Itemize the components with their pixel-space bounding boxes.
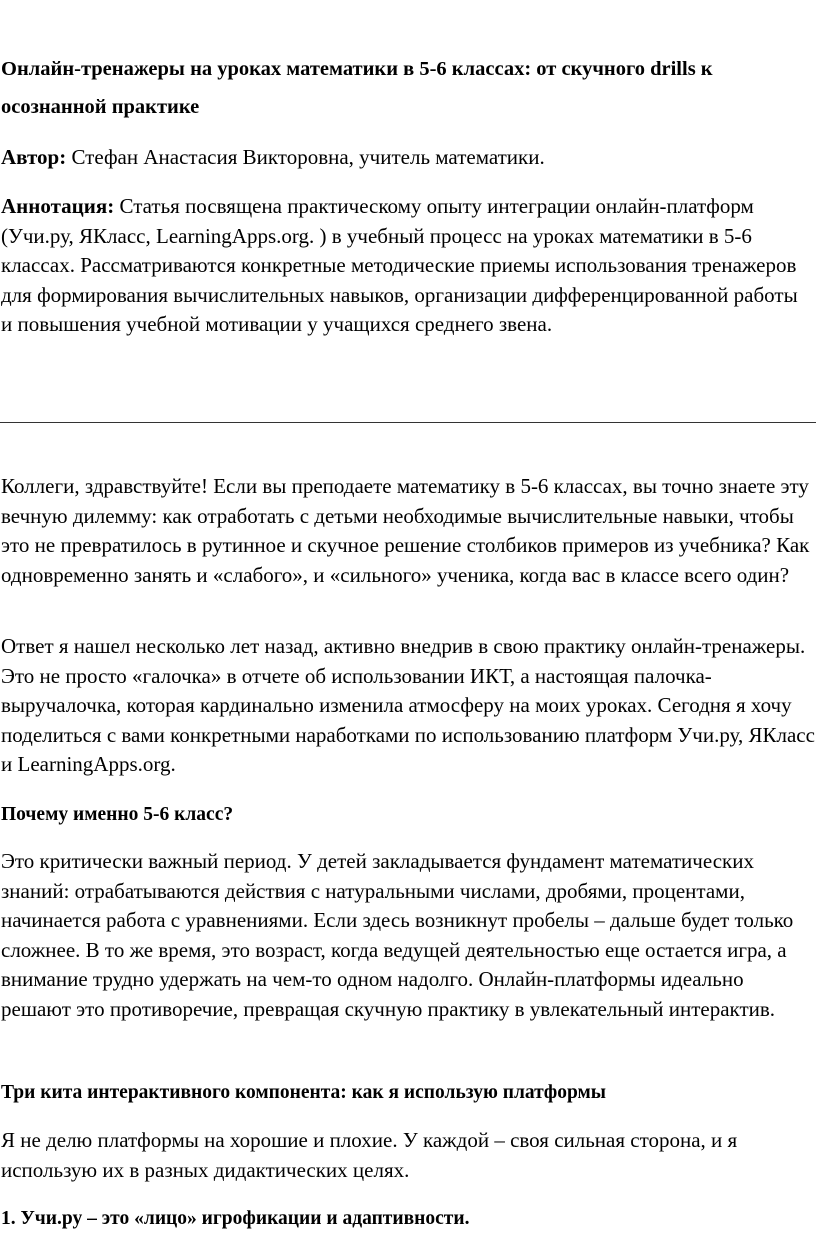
annotation-block [1, 192, 809, 340]
paragraph-critical-period: Это критически важный период. У детей закладывается фундамент математических знаний: отрабатываются действия с натуральными числами, дробями, процентами, начинается работа с уравнениями. Если здесь возникнут пробелы – дальше будет только сложнее. В то же время, это возраст, когда ведущей деятельностью еще остается игра, а внимание трудно удержать на чем-то одном надолго. Онлайн-платформы идеально решают это противоречие, превращая скучную практику в увлекательный интерактив. [1, 849, 794, 1021]
author-label: Автор: [1, 145, 67, 169]
section-divider [0, 422, 816, 423]
paragraph-platforms: Я не делю платформы на хорошие и плохие. У каждой – своя сильная сторона, и я использую их в разных дидактических целях. [1, 1128, 738, 1182]
heading-three-whales: Три кита интерактивного компонента: как я использую платформы [1, 1082, 607, 1103]
paragraph-answer: Ответ я нашел несколько лет назад, активно внедрив в свою практику онлайн-тренажеры. Это не просто «галочка» в отчете об использовании ИКТ, а настоящая палочка-выручалочка, которая кардинально изменила атмосферу на моих уроках. Сегодня я хочу поделиться с вами конкретными наработками по использованию платформ Учи.ру, ЯКласс и LearningApps.org. [1, 634, 815, 776]
author-text: Стефан Анастасия Викторовна, учитель математики. [66, 145, 545, 169]
paragraph-greeting: Коллеги, здравствуйте! Если вы преподаете математику в 5-6 классах, вы точно знаете эту вечную дилемму: как отработать с детьми необходимые вычислительные навыки, чтобы это не превратилось в рутинное и скучное решение столбиков примеров из учебника? Как одновременно занять и «слабого», и «сильного» ученика, когда вас в классе всего один? [1, 474, 810, 587]
heading-why-grades: Почему именно 5-6 класс? [1, 804, 234, 825]
annotation-label: Аннотация: [1, 194, 115, 218]
annotation-text: Статья посвящена практическому опыту интеграции онлайн-платформ (Учи.ру, ЯКласс, LearningApps.org. ) в учебный процесс на уроках математики в 5-6 классах. Рассматриваются конкретные методические приемы использования тренажеров для формирования вычислительных навыков, организации дифференцированной работы и повышения учебной мотивации у учащихся среднего звена. [1, 194, 798, 336]
article-title: Онлайн-тренажеры на уроках математики в 5-6 классах: от скучного drills к осознанной практике [1, 58, 713, 118]
author-line [1, 143, 806, 171]
heading-uchi-ru: 1. Учи.ру – это «лицо» игрофикации и адаптивности. [1, 1208, 470, 1229]
